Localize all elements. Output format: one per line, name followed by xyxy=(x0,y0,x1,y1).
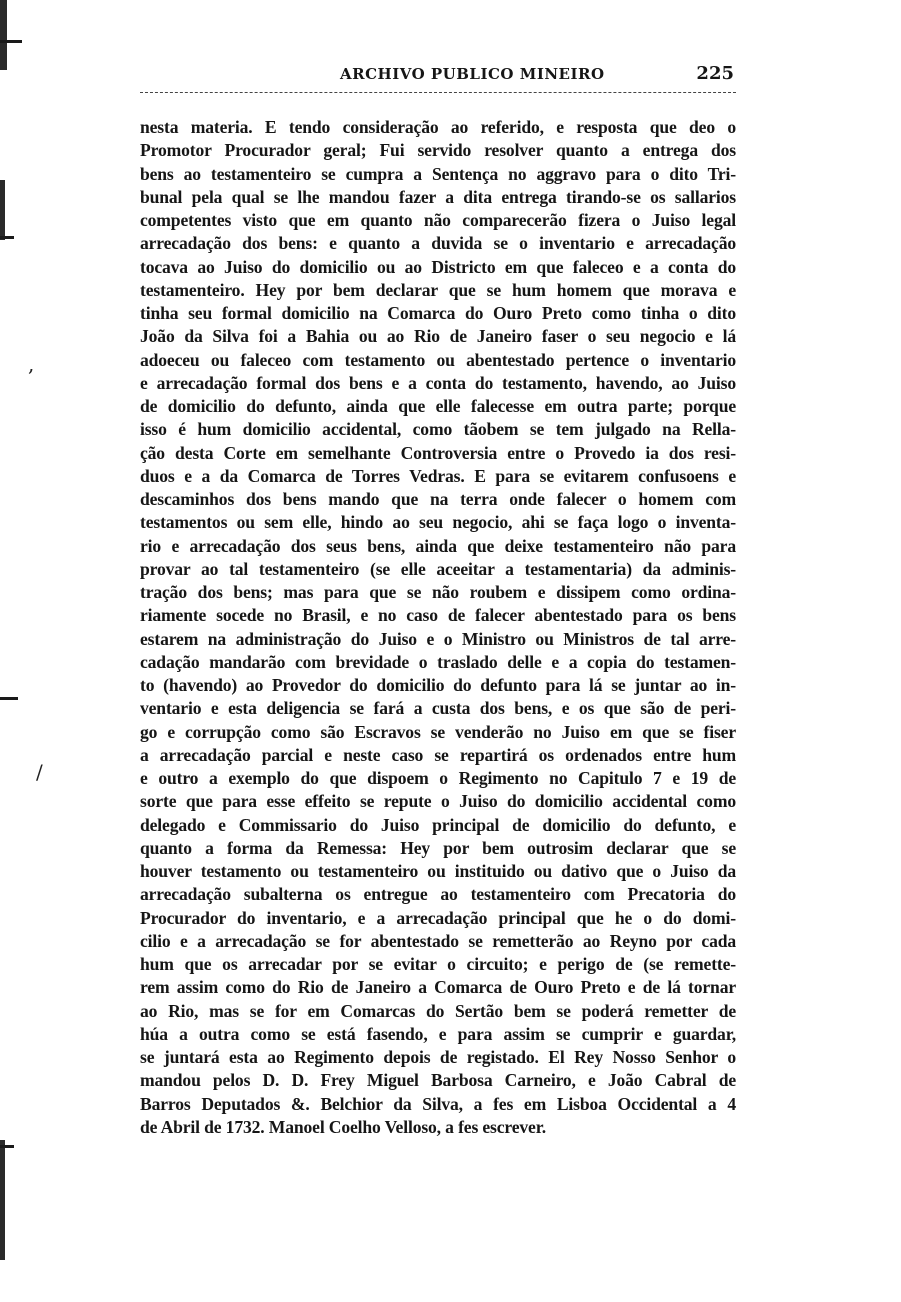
text-line: quanto a forma da Remessa: Hey por bem outrosim declarar que se xyxy=(140,837,736,858)
text-line: de domicilio do defunto, ainda que elle falecesse em outra parte; porque xyxy=(140,396,736,416)
text-line: adoeceu ou faleceo com testamento ou abentestado pertence o inventario xyxy=(140,349,736,370)
text-line: húa a outra como se está fasendo, e para assim se cumprir e guardar, xyxy=(140,1023,736,1044)
scan-edge-mark xyxy=(0,236,14,239)
text-line: nesta materia. E tendo consideração ao referido, e resposta que deo o xyxy=(140,117,736,137)
text-line: testamenteiro. Hey por bem declarar que se hum homem que morava e xyxy=(140,279,736,300)
text-line: Promotor Procurador geral; Fui servido resolver quanto a entrega dos xyxy=(140,140,736,161)
page-number: 225 xyxy=(696,63,734,84)
scan-edge-mark xyxy=(0,40,22,43)
text-line: tração dos bens; mas para que se não roubem e dissipem como ordina- xyxy=(140,582,736,602)
margin-mark: / xyxy=(36,760,43,784)
text-line: de Abril de 1732. Manoel Coelho Velloso, a fes escrever. xyxy=(140,1116,546,1137)
text-line: sorte que para esse effeito se repute o Juiso do domicilio accidental como xyxy=(140,791,736,812)
text-line: arrecadação subalterna os entregue ao testamenteiro com Precatoria do xyxy=(140,884,736,905)
scan-edge-mark xyxy=(0,697,18,700)
text-line: e outro a exemplo do que dispoem o Regimento no Capitulo 7 e 19 de xyxy=(140,768,736,788)
body-text xyxy=(140,116,736,1139)
text-line: tocava ao Juiso do domicilio ou ao Districto em que faleceo e a conta do xyxy=(140,256,736,277)
text-line: testamentos ou sem elle, hindo ao seu negocio, ahi se faça logo o inventa- xyxy=(140,512,736,533)
text-line: tinha seu formal domicilio na Comarca do Ouro Preto como tinha o dito xyxy=(140,303,736,323)
text-line: cilio e a arrecadação se for abentestado se remetterão ao Reyno por cada xyxy=(140,930,736,951)
text-line: hum que os arrecadar por se evitar o circuito; e perigo de (se remette- xyxy=(140,954,736,974)
text-line: ção desta Corte em semelhante Controversia entre o Provedo ia dos resi- xyxy=(140,442,736,463)
text-line: cadação mandarão com brevidade o traslado delle e a copia do testamen- xyxy=(140,651,736,672)
margin-mark: , xyxy=(28,352,35,376)
text-line: estarem na administração do Juiso e o Ministro ou Ministros de tal arre- xyxy=(140,628,736,649)
text-line: isso é hum domicilio accidental, como tãobem se tem julgado na Rella- xyxy=(140,419,736,440)
running-header xyxy=(140,63,736,93)
text-line: se juntará esta ao Regimento depois de registado. El Rey Nosso Senhor o xyxy=(140,1047,736,1067)
text-line: descaminhos dos bens mando que na terra onde falecer o homem com xyxy=(140,489,736,509)
text-line: bunal pela qual se lhe mandou fazer a dita entrega tirando-se os sallarios xyxy=(140,186,736,207)
text-line: a arrecadação parcial e neste caso se repartirá os ordenados entre hum xyxy=(140,744,736,765)
text-line: bens ao testamenteiro se cumpra a Sentença no aggravo para o dito Tri- xyxy=(140,163,736,184)
scan-edge-mark xyxy=(0,1145,14,1148)
text-line: Barros Deputados &. Belchior da Silva, a fes em Lisboa Occidental a 4 xyxy=(140,1093,736,1114)
text-line: provar ao tal testamenteiro (se elle aceeitar a testamentaria) da adminis- xyxy=(140,558,736,579)
scan-edge-mark xyxy=(0,1140,5,1260)
text-line: João da Silva foi a Bahia ou ao Rio de Janeiro faser o seu negocio e lá xyxy=(140,326,736,347)
text-line: mandou pelos D. D. Frey Miguel Barbosa Carneiro, e João Cabral de xyxy=(140,1070,736,1091)
text-line: Procurador do inventario, e a arrecadação principal que he o do domi- xyxy=(140,907,736,928)
header-rule xyxy=(140,92,736,93)
text-line: competentes visto que em quanto não comparecerão fizera o Juiso legal xyxy=(140,210,736,230)
running-title: ARCHIVO PUBLICO MINEIRO xyxy=(340,65,605,83)
text-line: houver testamento ou testamenteiro ou instituido ou dativo que o Juiso da xyxy=(140,861,736,881)
text-line: rio e arrecadação dos seus bens, ainda que deixe testamenteiro não para xyxy=(140,535,736,556)
scan-edge-mark xyxy=(0,180,5,240)
text-line: arrecadação dos bens: e quanto a duvida se o inventario e arrecadação xyxy=(140,233,736,254)
text-line: riamente socede no Brasil, e no caso de falecer abentestado para os bens xyxy=(140,605,736,626)
text-line: duos e a da Comarca de Torres Vedras. E para se evitarem confusoens e xyxy=(140,465,736,486)
text-line: ventario e esta deligencia se fará a custa dos bens, e os que são de peri- xyxy=(140,698,736,719)
text-line: to (havendo) ao Provedor do domicilio do defunto para lá se juntar ao in- xyxy=(140,675,736,695)
text-line: rem assim como do Rio de Janeiro a Comarca de Ouro Preto e de lá tornar xyxy=(140,977,736,998)
scan-edge-mark xyxy=(0,0,7,70)
text-line: go e corrupção como são Escravos se venderão no Juiso em que se fiser xyxy=(140,721,736,742)
text-line: ao Rio, mas se for em Comarcas do Sertão bem se poderá remetter de xyxy=(140,1000,736,1021)
text-line: delegado e Commissario do Juiso principal de domicilio do defunto, e xyxy=(140,814,736,835)
text-line: e arrecadação formal dos bens e a conta do testamento, havendo, ao Juiso xyxy=(140,372,736,393)
